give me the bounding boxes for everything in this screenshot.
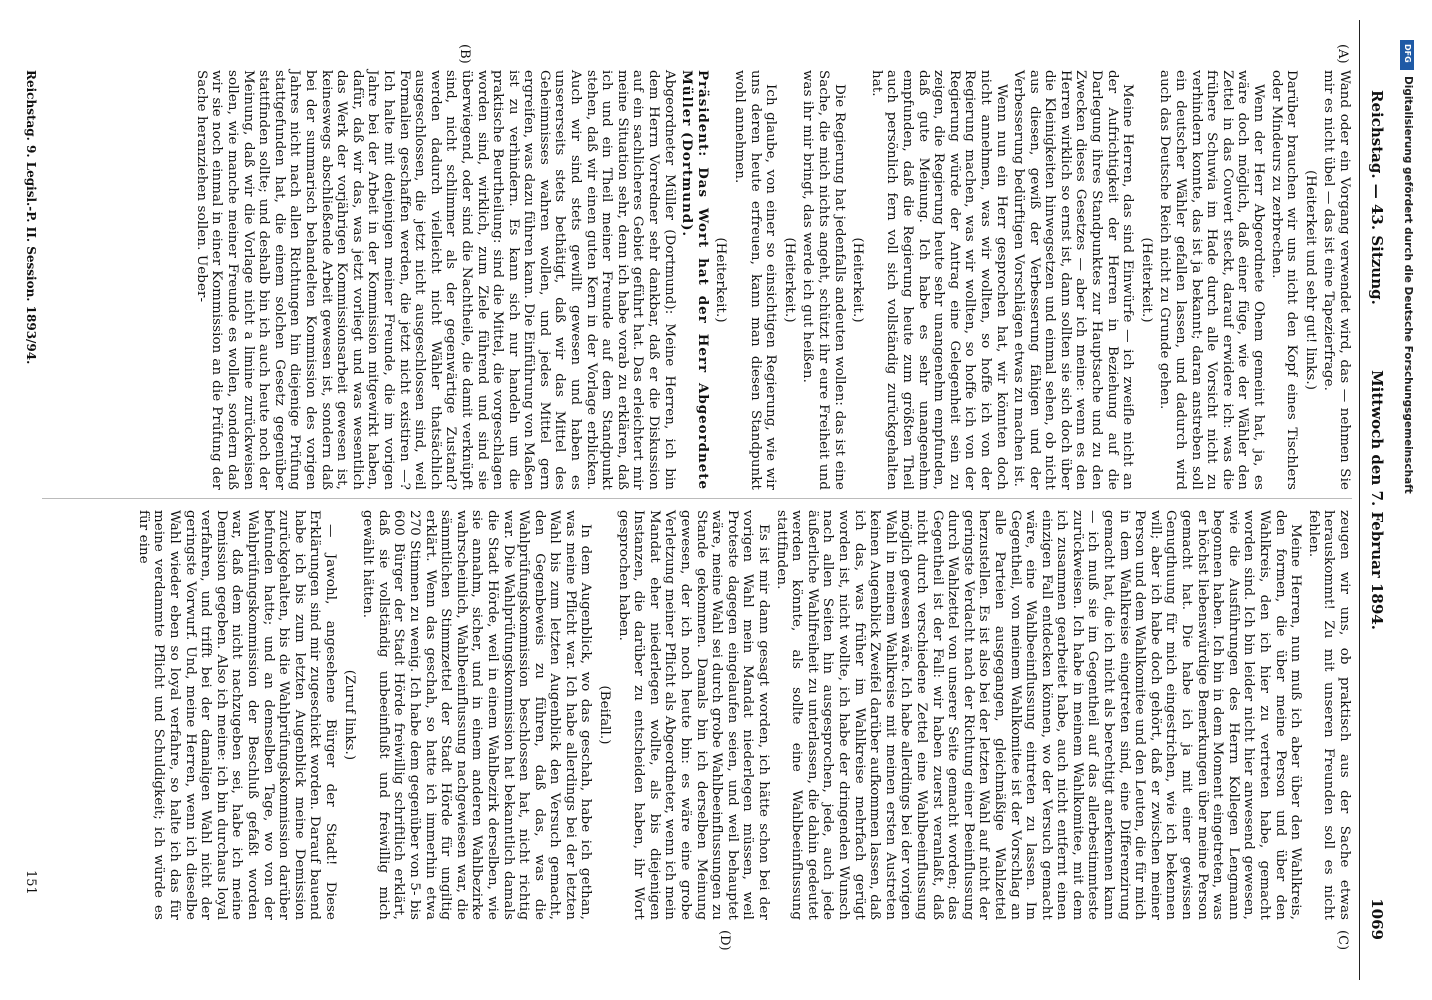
- header-page-number: 1069: [1368, 898, 1386, 940]
- interjection: (Heiterkeit.): [713, 237, 729, 323]
- margin-mark-a: (A): [1335, 44, 1350, 64]
- paragraph: Wenn der Herr Abgeordnete Ohem gemeint hat, ja, es wäre doch möglich, daß einer füge, wie der Wähler den Zettel in das Couvert steckt, darauf erwidere ich: was die frühere Schuwia im Hade durch alle Vorsicht nicht zu verhindern konnte, das ist ja bekannt; daran anstreben soll ein deutscher Wähler gefallen lassen, und dadurch wird auch das Deutsche Reich nicht zu Grunde gehen.: [1157, 70, 1267, 490]
- paragraph: Die Regierung hat jedenfalls andeuten wollen: das ist eine Sache, die mich nichts angeht, schützt ihr eure Freiheit und was ihr mir bringt, das werde ich gut heißen.: [800, 70, 847, 490]
- paragraph: Meine Herren, das sind Einwürfe — ich zweifle nicht an der Aufrichtigkeit der Herren in Beziehung auf die Darlegung ihres Standpunktes zur Hauptsache und zu den Zwecken dieses Gesetzes — aber ich meine: wenn es den Herren wirklich so ernst ist, dann sollten sie sich doch über die Kleinigkeiten hinwegsetzen und einmal sehen, ob nicht aus diesen, gewiß der Verbesserung fähigen und der Verbesserung bedürftigen Vorschlägen etwas zu machen ist.: [1011, 70, 1136, 490]
- paragraph: Darüber brauchen wir uns nicht den Kopf eines Tischlers oder Mindeurs zu zerbrechen.: [1268, 70, 1300, 490]
- credit-text: Digitalisierung gefördert durch die Deutsche Forschungsgemeinschaft: [1402, 76, 1414, 494]
- margin-mark-d: (D): [717, 930, 732, 951]
- interjection: (Beifall.): [597, 685, 613, 745]
- paragraph: — Jawohl, angesehene Bürger der Stadt! Diese Erklärungen sind mir zugeschickt worden. Darauf bauend habe ich bis zum letzten Augenblick meine Demission zurückgehalten, bis die Wahlprüfungskommission darüber befunden hatte; und an demselben Tage, wo von der Wahlprüfungskommission der Beschluß gefaßt worden war, daß dem nicht nachzugeben sei, habe ich meine Demission gegeben. Also ich meine: ich bin durchaus loyal verfahren, und trifft bei der damaligen Wahl nicht der geringste Vorwurf. Und, meine Herren, wenn ich dieselbe Wahl wieder eben so loyal verfahre, so halte ich das für meine verdammte Pflicht und Schuldigkeit; ich würde es für eine: [135, 510, 338, 920]
- interjection: (Heiterkeit.): [1138, 237, 1154, 323]
- footer-sheet-number: 151: [23, 870, 38, 895]
- paragraph: Präsident: Das Wort hat der Herr Abgeordnete Müller (Dortmund).: [679, 70, 711, 490]
- interjection: (Heiterkeit.): [850, 237, 866, 323]
- footer-signature: Reichstag. 9. Legisl.-P. II. Session. 1893/94.: [24, 70, 38, 365]
- paragraph: Wenn nun ein Herr gesprochen hat, wir könnten doch nicht annehmen, was wir wollten, so hoffe ich von der Regierung machen, was wir wollten, so hoffe ich von der Regierung würde der Antrag eine Gelegenheit sein zu zeigen, die Regierung heute sehr unangenehm empfunden, daß gute Meinung. Ich habe es sehr unangenehm empfunden, daß die Regierung heute zum größten Theil auch persönlich fern voll sich vollständig zurückgehalten hat.: [868, 70, 1009, 490]
- left-column: [191, 70, 1352, 490]
- dfg-logo: DFG: [1400, 40, 1414, 70]
- margin-mark-b: (B): [457, 44, 472, 64]
- margin-mark-c: (C): [1335, 930, 1350, 951]
- interjection: (Heiterkeit und sehr gut! links.): [1302, 169, 1318, 391]
- paragraph: Ich glaube, von einer so einsichtigen Regierung, wie wir uns deren heute erfreuen, kann man diesen Standpunkt wohl annehmen.: [732, 70, 779, 490]
- right-column: [133, 510, 1352, 920]
- header-date: Mittwoch den 7. Februar 1894.: [1368, 370, 1386, 630]
- column-divider: [42, 498, 1352, 499]
- header-session: Reichstag. — 43. Sitzung.: [1368, 90, 1386, 305]
- digitization-credit: [1398, 40, 1428, 980]
- paragraph: Wand oder ein Vorgang verwendet wird, das — nehmen Sie mir es nicht übel — das ist eine Tapezierfrage.: [1321, 70, 1352, 490]
- paragraph: Meine Herren, nun muß ich aber über den Wahlkreis, den formen, die über meine Person und über den Wahlkreis, den ich hier zu vertreten habe, gemacht worden sind. Ich bin leider nicht hier anwesend gewesen, wie die Ausführungen des Herrn Kollegen Lengmann begonnen haben. Ich bin in dem Moment eingetreten, was er höchst liebenswürdige Bemerkungen über meine Person gemacht hat. Die habe ich ja mit einer gewissen Genugthuung für mich eingestrichen, wie ich bekennen will; aber ich habe doch gehört, daß er zwischen meiner Person und dem Wahlkomitee und den Leuten, die für mich in dem Wahlkreise eingetreten sind, eine Differenzirung gemacht hat, die ich nicht als berechtigt anerkennen kann — ich muß sie im Gegentheil auf das allerbestimmteste zurückweisen. Ich habe in meinem Wahlkomitee, mit dem ich zusammen gearbeitet habe, auch nicht entfernt einen einzigen Fall entdecken können, wo der Versuch gemacht wäre, eine Wahlbeeinflussung eintreten zu lassen. Im Gegentheil, von meinem Wahlkomitee ist der Vorschlag an alle Parteien ausgegangen, gleichmäßige Wahlzettel herzustellen. Es ist also bei der letzten Wahl auf nicht der geringste Verdacht nach der Richtung einer Beeinflussung durch Wahlzettel von unserer Seite gemacht worden; das Gegentheil ist der Fall: wir haben zuerst veranlaßt, daß nicht durch verschiedene Zettel eine Wahlbeeinflussung möglich gewesen wäre. Ich habe allerdings bei der vorigen Wahl in meinem Wahlkreise mit meinen ersten Austreten keinen Augenblick Zweifel darüber aufkommen lassen, daß ich das, was früher im Wahlkreise mehrfach gerügt worden ist, nicht wollte, ich habe der dringenden Wunsch nach allen Seiten hin ausgesprochen, jede, auch jede äußerliche Wahlfreiheit zu unterlassen, die dahin gedeutet werden könnte, als sollte eine Wahlbeeinflussung stattfinden.: [773, 510, 1304, 920]
- paragraph: Abgeordneter Müller (Dortmund): Meine Herren, ich bin dem Herrn Vorredner sehr dankbar, daß er die Diskussion auf ein sachlicheres Gebiet geführt hat. Das erleichtert mir meine Situation sehr, denn ich habe vorab zu erklären, daß ich und ein Theil meiner Freunde auf dem Standpunkt stehen, daß wir einen guten Kern in der Vorlage erblicken. Auch wir sind stets gewillt gewesen und haben es unsererseits stets bethätigt, daß wir das Mittel des Geheimnisses wahren wollen, und jedes Mittel gern ergreifen, was dazu führen kann. Die Einführung von Maßen ist zu verhindern. Es kann sich nur handeln um die praktische Beurtheilung: sind die Mittel, die vorgeschlagen worden sind, wirklich, zum Ziele führend und sind sie überwiegend, oder sind die Nachtheile, die damit verknüpft sind, nicht schlimmer als der gegenwärtige Zustand? werden dadurch vielleicht nicht Wähler thatsächlich ausgeschlossen, die jetzt nicht ausgeschlossen sind, weil Formalien geschaffen werden, die jetzt nicht existiren —? Ich halte mit denjenigen meiner Freunde, die im vorigen Jahre bei der Arbeit in der Kommission mitgewirkt haben, dafür, daß wir das, was jetzt vorliegt und was wesentlich das Werk der vorjährigen Kommissionsarbeit gewesen ist, keineswegs abschließende Arbeit gewesen ist, sondern daß bei der summarisch behandelten Kommission des vorigen Jahres nicht nach allen Richtungen hin diejenige Prüfung stattgefunden hat, die einem solchen Gesetz gegenüber stattfinden sollte; und deshalb bin ich auch heute noch der Meinung, daß wir die Vorlage nicht a limine zurückweisen sollen, wie manche meiner Freunde es wollen, sondern daß wir sie noch einmal in einer Kommission an die Prüfung der Sache heranziehen sollen. Ueber-: [193, 70, 677, 490]
- page-header: [1359, 20, 1392, 980]
- paragraph: zeugen wir uns, ob praktisch aus der Sache etwas herauskommt! Zu mit unseren Freunden soll es nicht fehlen.: [1305, 510, 1352, 920]
- interjection: (Zuruf links.): [341, 669, 357, 761]
- paragraph: In dem Augenblick, wo das geschah, habe ich gethan, was meine Pflicht war. Ich habe allerdings bei der letzten Wahl bis zum letzten Augenblick den Versuch gemacht, den Gegenbeweis zu führen, daß das, was die Wahlprüfungskommission beschlossen hat, nicht richtig war. Die Wahlprüfungskommission hat bekanntlich damals die Stadt Hörde, weil in einem Wahlbezirk derselben, wie sie annahm, sicher, und in einem anderen Wahlbezirke wahrscheinlich, Wahlbeeinflussung nachgewiesen war, die sämmtlichen Stimmzettel der Stadt Hörde für ungiltig erklärt. Wenn das geschah, so hatte ich immerhin etwa 270 Stimmen zu wenig. Ich habe dem gegenüber von 5- bis 600 Bürger der Stadt Hörde freiwillig schriftlich erklärt, daß sie vollständig unbeeinflußt und freiwillig mich gewählt hätten.: [360, 510, 594, 920]
- interjection: (Heiterkeit.): [781, 237, 797, 323]
- paragraph: Es ist mir dann gesagt worden, ich hätte schon bei der vorigen Wahl mein Mandat niederlegen müssen, weil Proteste dagegen eingelaufen seien, und weil behauptet wäre, meine Wahl sei durch grobe Wahlbeeinflussungen zu Stande gekommen. Damals bin ich derselben Meinung gewesen, der ich noch heute bin: es wäre eine grobe Verletzung meiner Pflicht als Abgeordneter, wenn ich mein Mandat eher niederlegen wollte, als bis diejenigen Instanzen, die darüber zu entscheiden haben, ihr Wort gesprochen haben.: [615, 510, 772, 920]
